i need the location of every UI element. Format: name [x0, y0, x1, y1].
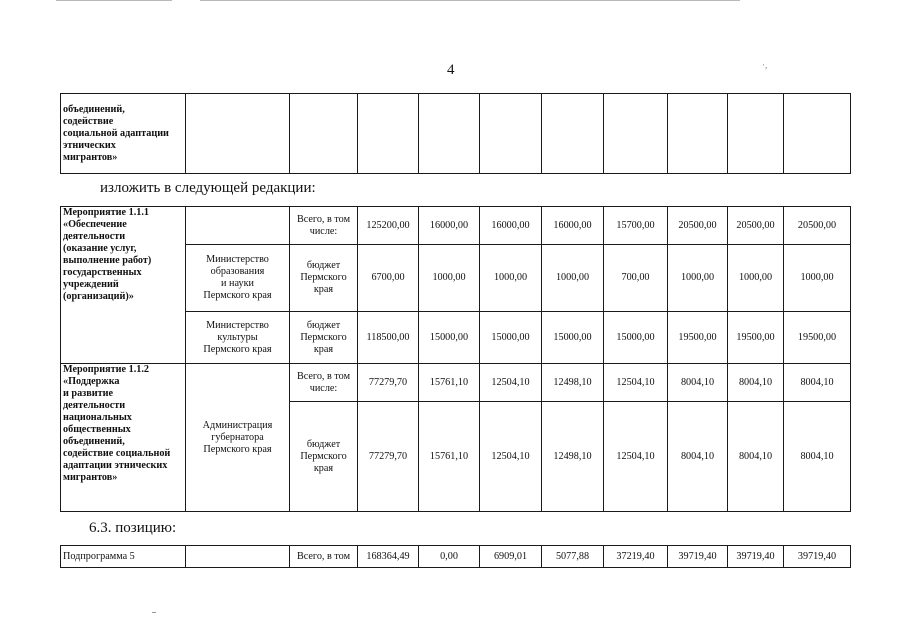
page-number: 4: [447, 62, 455, 78]
cell-prev-empty: [542, 94, 604, 174]
cell-value: 20500,00: [728, 207, 784, 245]
cell-value: 15000,00: [419, 312, 480, 364]
cell-executor: Министерство культуры Пермского края: [186, 312, 290, 364]
cell-value: 15761,10: [419, 364, 480, 402]
cell-value: 16000,00: [542, 207, 604, 245]
cell-value: 1000,00: [480, 245, 542, 312]
scan-speck: ·,: [762, 60, 768, 70]
cell-value: 39719,40: [668, 546, 728, 568]
heading-edit-instruction: изложить в следующей редакции:: [100, 180, 316, 196]
cell-value: 12498,10: [542, 402, 604, 512]
cell-value: 19500,00: [784, 312, 851, 364]
cell-value: 8004,10: [668, 402, 728, 512]
cell-prev-empty: [358, 94, 419, 174]
cell-executor: [186, 546, 290, 568]
cell-value: 125200,00: [358, 207, 419, 245]
cell-prev-empty: [784, 94, 851, 174]
cell-value: 77279,70: [358, 402, 419, 512]
table-previous-fragment: [60, 93, 851, 174]
table-row: [61, 364, 851, 402]
cell-value: 20500,00: [784, 207, 851, 245]
cell-prev-label: объединений, содействие социальной адаптации этнических мигрантов»: [61, 94, 186, 174]
cell-value: 15000,00: [604, 312, 668, 364]
top-edge-line-left: [56, 0, 172, 1]
cell-prev-empty: [186, 94, 290, 174]
cell-prev-empty: [668, 94, 728, 174]
cell-value: 1000,00: [668, 245, 728, 312]
cell-value: 8004,10: [728, 402, 784, 512]
cell-prev-empty: [290, 94, 358, 174]
cell-value: 12498,10: [542, 364, 604, 402]
cell-activity-1-1-1: Мероприятие 1.1.1 «Обеспечение деятельности (оказание услуг, выполнение работ) государственных учреждений (организаций)»: [61, 207, 186, 364]
cell-value: 19500,00: [728, 312, 784, 364]
cell-value: 0,00: [419, 546, 480, 568]
cell-source: бюджет Пермского края: [290, 402, 358, 512]
table-row: [61, 207, 851, 245]
cell-value: 20500,00: [668, 207, 728, 245]
cell-executor: [186, 207, 290, 245]
cell-value: 16000,00: [419, 207, 480, 245]
cell-value: 12504,10: [604, 364, 668, 402]
table-row: [61, 546, 851, 568]
cell-value: 700,00: [604, 245, 668, 312]
cell-value: 8004,10: [784, 364, 851, 402]
heading-position: 6.3. позицию:: [89, 520, 177, 536]
cell-source: Всего, в том: [290, 546, 358, 568]
cell-value: 8004,10: [728, 364, 784, 402]
cell-subprogram-label: Подпрограмма 5: [61, 546, 186, 568]
cell-value: 39719,40: [784, 546, 851, 568]
cell-value: 19500,00: [668, 312, 728, 364]
table-subprogram-5: [60, 545, 851, 568]
cell-value: 12504,10: [480, 402, 542, 512]
cell-value: 12504,10: [480, 364, 542, 402]
cell-value: 15700,00: [604, 207, 668, 245]
cell-executor: Администрация губернатора Пермского края: [186, 364, 290, 512]
cell-value: 15000,00: [542, 312, 604, 364]
cell-value: 6700,00: [358, 245, 419, 312]
top-edge-line-right: [200, 0, 740, 1]
cell-value: 37219,40: [604, 546, 668, 568]
cell-prev-empty: [728, 94, 784, 174]
cell-source: бюджет Пермского края: [290, 245, 358, 312]
cell-prev-empty: [604, 94, 668, 174]
cell-value: 12504,10: [604, 402, 668, 512]
cell-value: 8004,10: [668, 364, 728, 402]
cell-value: 39719,40: [728, 546, 784, 568]
cell-value: 1000,00: [728, 245, 784, 312]
scan-mark: [152, 612, 156, 613]
cell-value: 15761,10: [419, 402, 480, 512]
cell-value: 168364,49: [358, 546, 419, 568]
cell-value: 16000,00: [480, 207, 542, 245]
cell-executor: Министерство образования и науки Пермского края: [186, 245, 290, 312]
cell-value: 1000,00: [784, 245, 851, 312]
cell-source: бюджет Пермского края: [290, 312, 358, 364]
table-main: [60, 206, 851, 512]
cell-value: 1000,00: [419, 245, 480, 312]
cell-value: 8004,10: [784, 402, 851, 512]
cell-value: 15000,00: [480, 312, 542, 364]
cell-value: 6909,01: [480, 546, 542, 568]
cell-source: Всего, в том числе:: [290, 364, 358, 402]
cell-value: 118500,00: [358, 312, 419, 364]
cell-value: 1000,00: [542, 245, 604, 312]
cell-activity-1-1-2: Мероприятие 1.1.2 «Поддержка и развитие деятельности национальных общественных объединений, содействие социальной адаптации этнических мигрантов»: [61, 364, 186, 512]
cell-value: 5077,88: [542, 546, 604, 568]
cell-prev-empty: [419, 94, 480, 174]
cell-source: Всего, в том числе:: [290, 207, 358, 245]
cell-prev-empty: [480, 94, 542, 174]
cell-value: 77279,70: [358, 364, 419, 402]
